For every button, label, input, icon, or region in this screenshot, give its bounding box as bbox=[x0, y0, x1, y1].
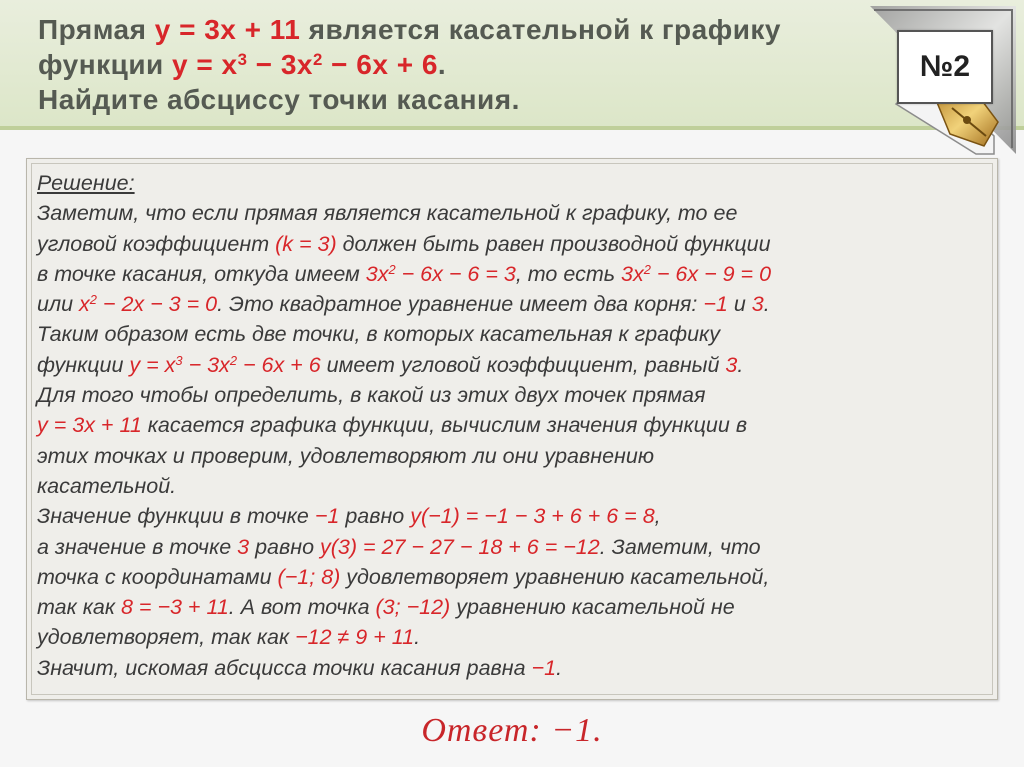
problem-number-badge: №2 bbox=[897, 30, 993, 104]
text-segment: Значение функции в точке bbox=[37, 504, 315, 529]
math-expression: 3 bbox=[725, 352, 738, 377]
text-segment: удовлетворяет, так как bbox=[37, 625, 296, 650]
text-segment: равно bbox=[249, 534, 320, 559]
solution-text bbox=[37, 168, 987, 683]
solution-line bbox=[37, 289, 987, 319]
math-expression: − 3x bbox=[182, 352, 230, 377]
math-expression: 3 bbox=[175, 352, 183, 368]
solution-line bbox=[37, 562, 987, 592]
solution-line bbox=[37, 259, 987, 289]
solution-line bbox=[37, 410, 987, 440]
text-segment: Для того чтобы определить, в какой из этих двух точек прямая bbox=[37, 383, 706, 408]
math-expression: 2 bbox=[229, 352, 237, 368]
math-expression: y = 3x + 11 bbox=[37, 413, 142, 438]
problem-statement bbox=[38, 12, 858, 117]
math-expression: − 3x bbox=[247, 49, 314, 80]
text-segment: так как bbox=[37, 595, 121, 620]
text-segment: Заметим, что если прямая является касательной к графику, то ее bbox=[37, 201, 738, 226]
text-segment: и bbox=[727, 292, 752, 317]
text-segment: уравнению касательной не bbox=[450, 595, 735, 620]
solution-line bbox=[37, 622, 987, 652]
text-segment: Прямая bbox=[38, 14, 155, 45]
text-segment: Значит, искомая абсцисса точки касания равна bbox=[37, 655, 532, 680]
math-expression: − 6x + 6 bbox=[236, 352, 321, 377]
text-segment: или bbox=[37, 292, 80, 317]
text-segment: . bbox=[737, 352, 744, 377]
solution-line bbox=[37, 471, 987, 501]
solution-line bbox=[37, 229, 987, 259]
solution-line bbox=[37, 441, 987, 471]
math-expression: (−1; 8) bbox=[277, 564, 341, 589]
math-expression: −1 bbox=[531, 655, 557, 680]
math-expression: x bbox=[79, 292, 90, 317]
problem-line bbox=[38, 12, 858, 47]
text-segment: в точке касания, откуда имеем bbox=[37, 261, 366, 286]
math-expression: (k = 3) bbox=[275, 231, 337, 256]
text-segment: точка с координатами bbox=[37, 564, 278, 589]
answer-text: Ответ: −1. bbox=[421, 712, 603, 749]
text-segment: , bbox=[654, 504, 661, 529]
math-expression: 2 bbox=[388, 261, 396, 277]
solution-line bbox=[37, 592, 987, 622]
solution-line bbox=[37, 168, 987, 198]
text-segment: . А вот точка bbox=[228, 595, 376, 620]
math-expression: y = x bbox=[129, 352, 176, 377]
math-expression: 3 bbox=[751, 292, 764, 317]
solution-line bbox=[37, 380, 987, 410]
text-segment: угловой коэффициент bbox=[37, 231, 276, 256]
math-expression: 3 bbox=[237, 534, 250, 559]
text-segment: функции bbox=[37, 352, 130, 377]
text-segment: касательной. bbox=[37, 473, 177, 498]
solution-line bbox=[37, 532, 987, 562]
text-segment: Таким образом есть две точки, в которых касательная к графику bbox=[37, 322, 720, 347]
math-expression: 8 = −3 + 11 bbox=[120, 595, 229, 620]
text-segment: . bbox=[556, 655, 563, 680]
math-expression: 2 bbox=[313, 49, 323, 69]
problem-line bbox=[38, 47, 858, 82]
math-expression: −12 ≠ 9 + 11 bbox=[295, 625, 415, 650]
math-expression: −1 bbox=[703, 292, 728, 317]
text-segment: Найдите абсциссу точки касания. bbox=[38, 84, 520, 115]
solution-line bbox=[37, 198, 987, 228]
math-expression: − 6x − 6 = 3 bbox=[395, 261, 516, 286]
math-expression: (3; −12) bbox=[375, 595, 451, 620]
math-expression: 3x bbox=[365, 261, 389, 286]
text-segment: касается графика функции, вычислим значения функции в bbox=[141, 413, 748, 438]
math-expression: y(3) = 27 − 27 − 18 + 6 = −12 bbox=[320, 534, 600, 559]
text-segment: имеет угловой коэффициент, равный bbox=[320, 352, 726, 377]
math-expression: 2 bbox=[89, 292, 97, 308]
math-expression: 3 bbox=[237, 49, 248, 69]
text-segment: а значение в точке bbox=[37, 534, 238, 559]
solution-line bbox=[37, 501, 987, 531]
text-segment: является касательной к графику bbox=[300, 14, 781, 45]
text-segment: этих точках и проверим, удовлетворяют ли они уравнению bbox=[37, 443, 654, 468]
solution-line bbox=[37, 653, 987, 683]
math-expression: y(−1) = −1 − 3 + 6 + 6 = 8 bbox=[410, 504, 655, 529]
solution-line bbox=[37, 319, 987, 349]
math-expression: 3x bbox=[621, 261, 644, 286]
math-expression: − 2x − 3 = 0 bbox=[96, 292, 218, 317]
text-segment: . bbox=[763, 292, 770, 317]
math-expression: − 6x + 6 bbox=[322, 49, 438, 80]
text-segment: . Это квадратное уравнение имеет два корня: bbox=[217, 292, 704, 317]
text-segment: равно bbox=[339, 504, 411, 529]
text-segment: должен быть равен производной функции bbox=[336, 231, 771, 256]
math-expression: 2 bbox=[643, 261, 651, 277]
problem-line bbox=[38, 82, 858, 117]
text-segment: . Заметим, что bbox=[599, 534, 761, 559]
math-expression: y = 3x + 11 bbox=[154, 14, 301, 45]
text-segment: . bbox=[414, 625, 421, 650]
text-segment: удовлетворяет уравнению касательной, bbox=[340, 564, 770, 589]
text-segment: , то есть bbox=[515, 261, 622, 286]
text-segment: функции bbox=[38, 49, 173, 80]
math-expression: y = x bbox=[172, 49, 238, 80]
math-expression: − 6x − 9 = 0 bbox=[650, 261, 772, 286]
math-expression: −1 bbox=[314, 504, 340, 529]
text-segment: Решение: bbox=[37, 171, 135, 195]
solution-line bbox=[37, 350, 987, 380]
text-segment: . bbox=[437, 49, 447, 80]
